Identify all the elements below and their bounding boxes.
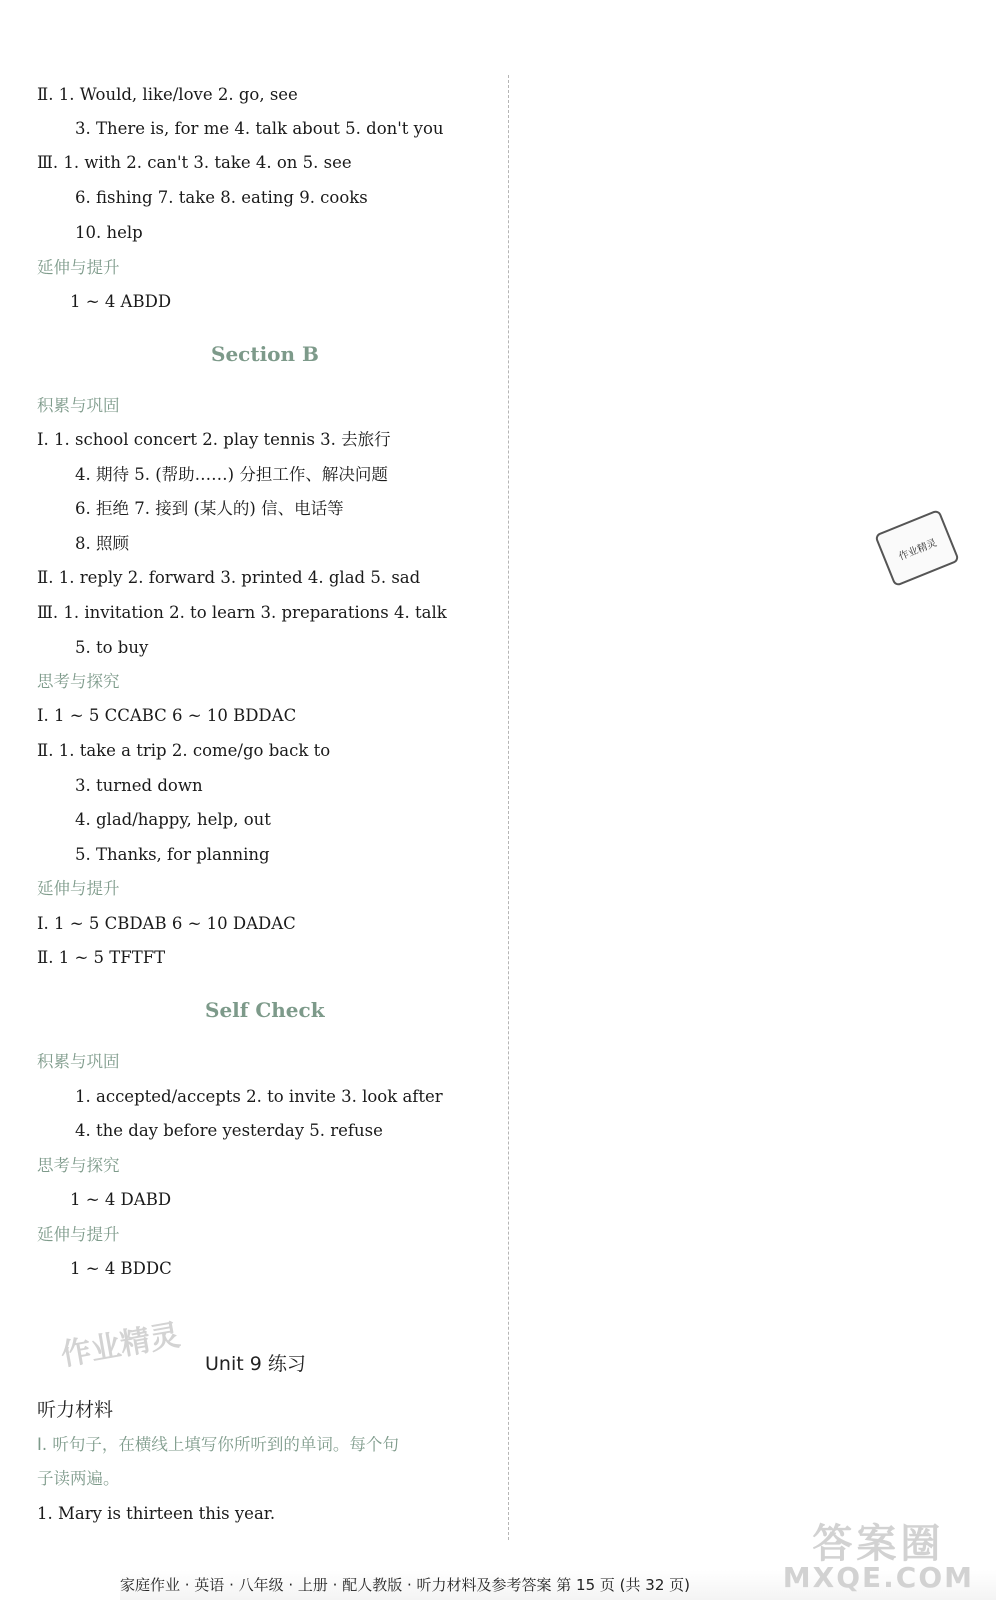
left-line: Ⅰ. 听句子，在横线上填写你所听到的单词。每个句	[37, 1435, 399, 1454]
left-line: Ⅱ. 1. Would, like/love 2. go, see	[37, 85, 298, 104]
left-line: 积累与巩固	[37, 1052, 120, 1071]
left-line: Ⅱ. 1. reply 2. forward 3. printed 4. glad 5. sad	[37, 568, 421, 587]
left-line: 3. There is, for me 4. talk about 5. don't you	[75, 119, 444, 138]
left-line: 延伸与提升	[37, 879, 120, 898]
left-line: 听力材料	[37, 1399, 114, 1421]
left-line: 1. Mary is thirteen this year.	[37, 1504, 276, 1523]
left-line: 3. turned down	[75, 776, 203, 795]
left-line: 8. 照顾	[75, 534, 129, 553]
left-line: 1 ~ 4 DABD	[70, 1190, 172, 1209]
left-line: Ⅱ. 1. take a trip 2. come/go back to	[37, 741, 331, 760]
left-line: 积累与巩固	[37, 396, 120, 415]
left-line: Ⅲ. 1. invitation 2. to learn 3. preparations 4. talk	[37, 603, 447, 622]
left-line: Section B	[211, 342, 319, 366]
left-line: 1 ~ 4 ABDD	[70, 292, 172, 311]
site-logo: 答案圈 MXQE.COM	[782, 1521, 974, 1594]
watermark-text: 作业精灵	[58, 1317, 183, 1374]
left-line: 4. glad/happy, help, out	[75, 810, 271, 829]
left-line: 延伸与提升	[37, 258, 120, 277]
page-footer: 家庭作业 · 英语 · 八年级 · 上册 · 配人教版 · 听力材料及参考答案 第 15 页 (共 32 页)	[120, 1570, 996, 1600]
left-line: 4. the day before yesterday 5. refuse	[75, 1121, 383, 1140]
left-line: Ⅰ. 1 ~ 5 CCABC 6 ~ 10 BDDAC	[37, 706, 297, 725]
left-line: 1 ~ 4 BDDC	[70, 1259, 172, 1278]
left-line: 思考与探究	[37, 1156, 120, 1175]
left-line: Ⅲ. 1. with 2. can't 3. take 4. on 5. see	[37, 153, 352, 172]
left-line: Ⅱ. 1 ~ 5 TFTFT	[37, 948, 166, 967]
left-line: Ⅰ. 1. school concert 2. play tennis 3. 去旅行	[37, 430, 391, 449]
left-line: 1. accepted/accepts 2. to invite 3. look after	[75, 1087, 443, 1106]
left-line: 4. 期待 5. (帮助……) 分担工作、解决问题	[75, 465, 388, 484]
left-line: 10. help	[75, 223, 143, 242]
left-line: Unit 9 练习	[205, 1353, 306, 1375]
left-line: 思考与探究	[37, 672, 120, 691]
left-line: Ⅰ. 1 ~ 5 CBDAB 6 ~ 10 DADAC	[37, 914, 296, 933]
left-line: 5. Thanks, for planning	[75, 845, 270, 864]
left-line: 子读两遍。	[37, 1469, 120, 1488]
stamp-logo: 作业精灵	[874, 509, 960, 587]
left-line: 6. fishing 7. take 8. eating 9. cooks	[75, 188, 368, 207]
left-line: Self Check	[205, 998, 325, 1022]
column-divider	[508, 75, 509, 1540]
left-line: 5. to buy	[75, 638, 149, 657]
left-line: 6. 拒绝 7. 接到 (某人的) 信、电话等	[75, 499, 344, 518]
left-line: 延伸与提升	[37, 1225, 120, 1244]
